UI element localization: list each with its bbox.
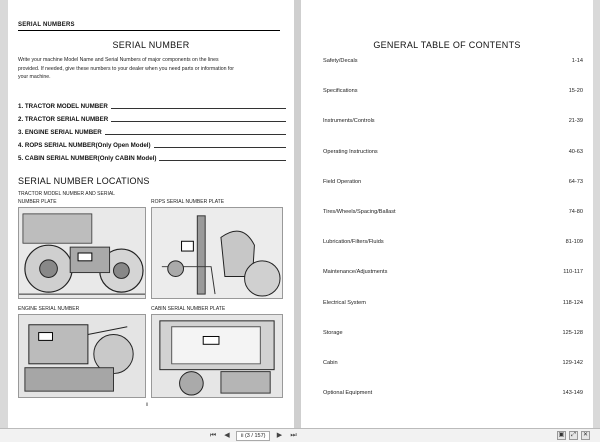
toc-row[interactable]: Optional Equipment 143-149 bbox=[323, 390, 583, 397]
rops-plate-photo bbox=[151, 207, 283, 299]
cabin-plate-photo bbox=[151, 314, 283, 398]
page-folio: ii bbox=[146, 402, 149, 408]
page-number-input[interactable]: ii (3 / 157) bbox=[236, 431, 270, 441]
toc-row[interactable]: Cabin 129-142 bbox=[323, 359, 583, 366]
next-page-icon[interactable]: ▶ bbox=[276, 432, 283, 439]
intro-line: provided. If needed, give these numbers to your dealer when you need parts or information for bbox=[18, 65, 234, 72]
toc-row[interactable]: Instruments/Controls 21-39 bbox=[323, 118, 583, 125]
toc-row[interactable]: Field Operation 64-73 bbox=[323, 178, 583, 185]
field-cabin-serial: 5. CABIN SERIAL NUMBER(Only CABIN Model) bbox=[18, 149, 286, 162]
field-tractor-model: 1. TRACTOR MODEL NUMBER bbox=[18, 97, 286, 110]
toc-row[interactable]: Electrical System 118-124 bbox=[323, 299, 583, 306]
toc-row[interactable]: Safety/Decals 1-14 bbox=[323, 58, 583, 64]
prev-page-icon[interactable]: ◀ bbox=[224, 432, 230, 439]
page-navigation bbox=[208, 431, 298, 441]
caption-cabin-plate: CABIN SERIAL NUMBER PLATE bbox=[151, 306, 226, 312]
intro-line: your machine. bbox=[18, 74, 51, 81]
right-page bbox=[301, 0, 593, 428]
viewer-toolbar bbox=[0, 428, 600, 442]
locations-title: SERIAL NUMBER LOCATIONS bbox=[18, 176, 150, 186]
engine-serial-photo bbox=[18, 314, 146, 398]
toc-row[interactable]: Specifications 15-20 bbox=[323, 88, 583, 95]
view-mode-icon[interactable]: ▣ bbox=[558, 432, 565, 438]
left-page bbox=[8, 0, 294, 428]
field-rops-serial: 4. ROPS SERIAL NUMBER(Only Open Model) bbox=[18, 136, 286, 149]
toc-row[interactable]: Operating Instructions 40-63 bbox=[323, 148, 583, 155]
write-line bbox=[105, 134, 286, 135]
page-gutter bbox=[294, 0, 301, 428]
tractor-plate-photo bbox=[18, 207, 146, 299]
intro-line: Write your machine Model Name and Serial Numbers of major components on the lines bbox=[18, 57, 219, 63]
toc-row[interactable]: Storage 125-128 bbox=[323, 329, 583, 336]
caption-engine-serial: ENGINE SERIAL NUMBER bbox=[18, 306, 80, 312]
toolbar-right-buttons bbox=[557, 431, 590, 440]
caption-tractor-plate: TRACTOR MODEL NUMBER AND SERIAL NUMBER PLATE bbox=[18, 191, 115, 205]
field-engine-serial: 3. ENGINE SERIAL NUMBER bbox=[18, 123, 286, 136]
field-tractor-serial: 2. TRACTOR SERIAL NUMBER bbox=[18, 110, 286, 123]
write-line bbox=[154, 147, 286, 148]
toc-row[interactable]: Lubrication/Filters/Fluids 81-109 bbox=[323, 239, 583, 246]
toc-row[interactable]: Tires/Wheels/Spacing/Ballast 74-80 bbox=[323, 208, 583, 215]
close-icon[interactable]: ✕ bbox=[582, 432, 589, 438]
serial-fields bbox=[18, 97, 286, 162]
intro-text bbox=[18, 56, 286, 82]
last-page-icon[interactable]: ⏭ bbox=[290, 432, 297, 439]
toc-row[interactable]: Maintenance/Adjustments 110-117 bbox=[323, 269, 583, 276]
first-page-icon[interactable]: ⏮ bbox=[209, 432, 217, 439]
write-line bbox=[111, 121, 286, 122]
write-line bbox=[111, 108, 286, 109]
section-tag: SERIAL NUMBERS bbox=[18, 22, 280, 31]
write-line bbox=[159, 160, 286, 161]
toc-list bbox=[323, 58, 583, 420]
toc-title: GENERAL TABLE OF CONTENTS bbox=[373, 40, 521, 50]
fullscreen-icon[interactable]: ⤢ bbox=[569, 431, 578, 440]
caption-rops-plate: ROPS SERIAL NUMBER PLATE bbox=[151, 199, 225, 205]
serial-number-title: SERIAL NUMBER bbox=[112, 40, 190, 50]
